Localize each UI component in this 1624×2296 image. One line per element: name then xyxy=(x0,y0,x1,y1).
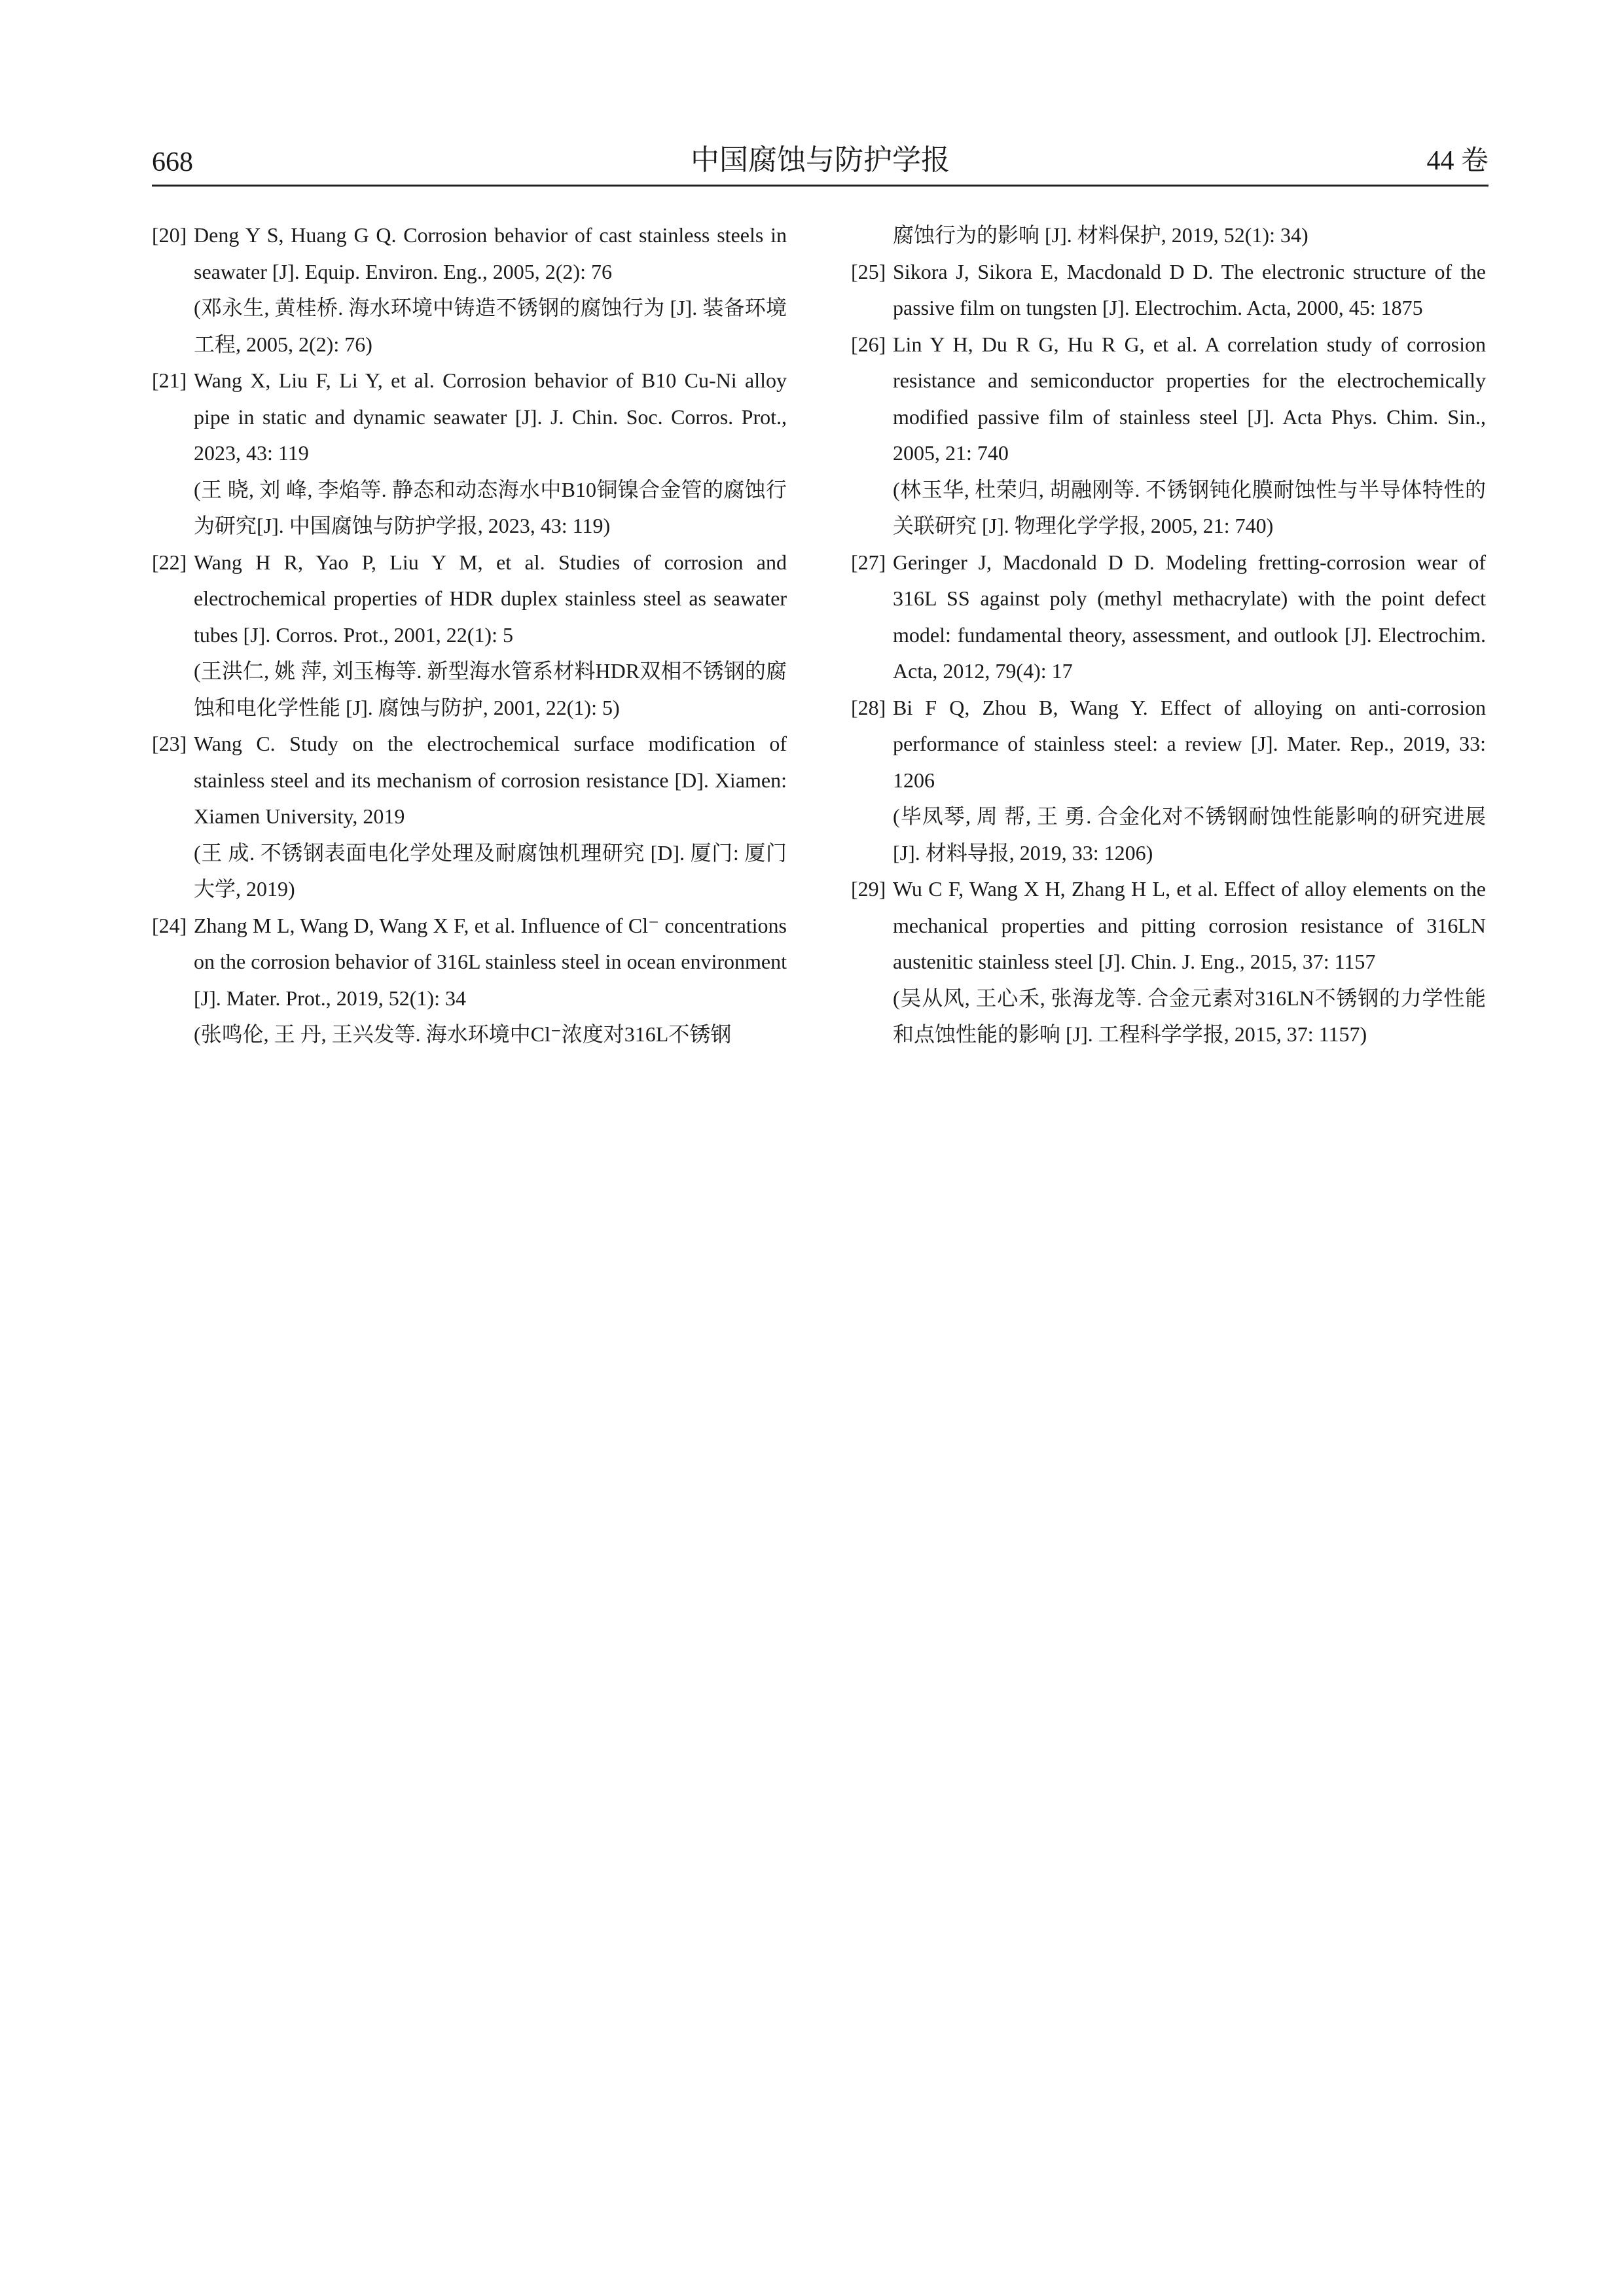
reference-number: [28] xyxy=(851,695,886,719)
reference-chinese: (吴从风, 王心禾, 张海龙等. 合金元素对316LN不锈钢的力学性能和点蚀性能的影响 [J]. 工程科学学报, 2015, 37: 1157) xyxy=(893,986,1486,1046)
reference-chinese: (王 成. 不锈钢表面电化学处理及耐腐蚀机理研究 [D]. 厦门: 厦门大学, 2019) xyxy=(194,840,787,901)
reference-english: Wang C. Study on the electrochemical surface modification of stainless steel and its mechanism of corrosion resistance [D]. Xiamen: Xiamen University, 2019 xyxy=(194,732,787,828)
reference-number: [23] xyxy=(152,732,187,755)
reference-chinese: (王 晓, 刘 峰, 李焰等. 静态和动态海水中B10铜镍合金管的腐蚀行为研究[J]. 中国腐蚀与防护学报, 2023, 43: 119) xyxy=(194,477,787,537)
reference-english: Wu C F, Wang X H, Zhang H L, et al. Effect of alloy elements on the mechanical properties and pitting corrosion resistance of 316LN austenitic stainless steel [J]. Chin. J. Eng., 2015, 37: 1157 xyxy=(893,877,1486,973)
reference-item xyxy=(851,690,1486,872)
reference-column-right xyxy=(851,217,1486,1053)
reference-number: [26] xyxy=(851,332,886,356)
reference-english: Sikora J, Sikora E, Macdonald D D. The electronic structure of the passive film on tungsten [J]. Electrochim. Acta, 2000, 45: 1875 xyxy=(893,259,1486,319)
reference-number: [25] xyxy=(851,259,886,283)
reference-chinese-continued: 腐蚀行为的影响 [J]. 材料保护, 2019, 52(1): 34) xyxy=(893,223,1308,247)
reference-number: [27] xyxy=(851,550,886,574)
reference-english: Lin Y H, Du R G, Hu R G, et al. A correlation study of corrosion resistance and semiconductor properties for the electrochemically modified passive film of stainless steel [J]. Acta Phys. Chim. Sin., 2005, 21: 740 xyxy=(893,332,1486,465)
page-number: 668 xyxy=(152,147,193,177)
reference-number: [22] xyxy=(152,550,187,574)
reference-english: Deng Y S, Huang G Q. Corrosion behavior of cast stainless steels in seawater [J]. Equip. Environ. Eng., 2005, 2(2): 76 xyxy=(194,223,787,283)
volume-label: 44 卷 xyxy=(1426,146,1489,176)
reference-item xyxy=(851,327,1486,545)
reference-item xyxy=(152,726,787,908)
reference-number: [24] xyxy=(152,913,187,937)
reference-chinese: (毕凤琴, 周 帮, 王 勇. 合金化对不锈钢耐蚀性能影响的研究进展 [J]. 材料导报, 2019, 33: 1206) xyxy=(893,804,1486,865)
journal-title: 中国腐蚀与防护学报 xyxy=(691,144,950,176)
reference-continuation xyxy=(851,217,1486,254)
reference-chinese: (张鸣伦, 王 丹, 王兴发等. 海水环境中Cl⁻浓度对316L不锈钢 xyxy=(194,1022,732,1046)
reference-number: [21] xyxy=(152,368,187,392)
reference-item xyxy=(152,545,787,726)
reference-item xyxy=(152,908,787,1053)
reference-chinese: (邓永生, 黄桂桥. 海水环境中铸造不锈钢的腐蚀行为 [J]. 装备环境工程, 2005, 2(2): 76) xyxy=(194,296,787,356)
reference-item xyxy=(851,545,1486,690)
reference-english: Wang H R, Yao P, Liu Y M, et al. Studies of corrosion and electrochemical properties of HDR duplex stainless steel as seawater tubes [J]. Corros. Prot., 2001, 22(1): 5 xyxy=(194,550,787,647)
reference-chinese: (王洪仁, 姚 萍, 刘玉梅等. 新型海水管系材料HDR双相不锈钢的腐蚀和电化学性能 [J]. 腐蚀与防护, 2001, 22(1): 5) xyxy=(194,659,787,719)
reference-number: [29] xyxy=(851,877,886,901)
reference-item xyxy=(851,254,1486,327)
running-header xyxy=(152,137,1489,187)
reference-item xyxy=(152,363,787,545)
reference-english: Bi F Q, Zhou B, Wang Y. Effect of alloying on anti-corrosion performance of stainless steel: a review [J]. Mater. Rep., 2019, 33: 1206 xyxy=(893,695,1486,792)
reference-chinese: (林玉华, 杜荣归, 胡融刚等. 不锈钢钝化膜耐蚀性与半导体特性的关联研究 [J]. 物理化学学报, 2005, 21: 740) xyxy=(893,477,1486,537)
reference-english: Wang X, Liu F, Li Y, et al. Corrosion behavior of B10 Cu-Ni alloy pipe in static and dynamic seawater [J]. J. Chin. Soc. Corros. Prot., 2023, 43: 119 xyxy=(194,368,787,465)
reference-item xyxy=(152,217,787,363)
reference-number: [20] xyxy=(152,223,187,247)
reference-english: Zhang M L, Wang D, Wang X F, et al. Influence of Cl⁻ concentrations on the corrosion behavior of 316L stainless steel in ocean environment [J]. Mater. Prot., 2019, 52(1): 34 xyxy=(194,913,787,1010)
reference-item xyxy=(851,871,1486,1053)
reference-column-left xyxy=(152,217,787,1053)
reference-english: Geringer J, Macdonald D D. Modeling fretting-corrosion wear of 316L SS against poly (methyl methacrylate) with the point defect model: fundamental theory, assessment, and outlook [J]. Electrochim. Acta, 2012, 79(4): 17 xyxy=(893,550,1486,683)
